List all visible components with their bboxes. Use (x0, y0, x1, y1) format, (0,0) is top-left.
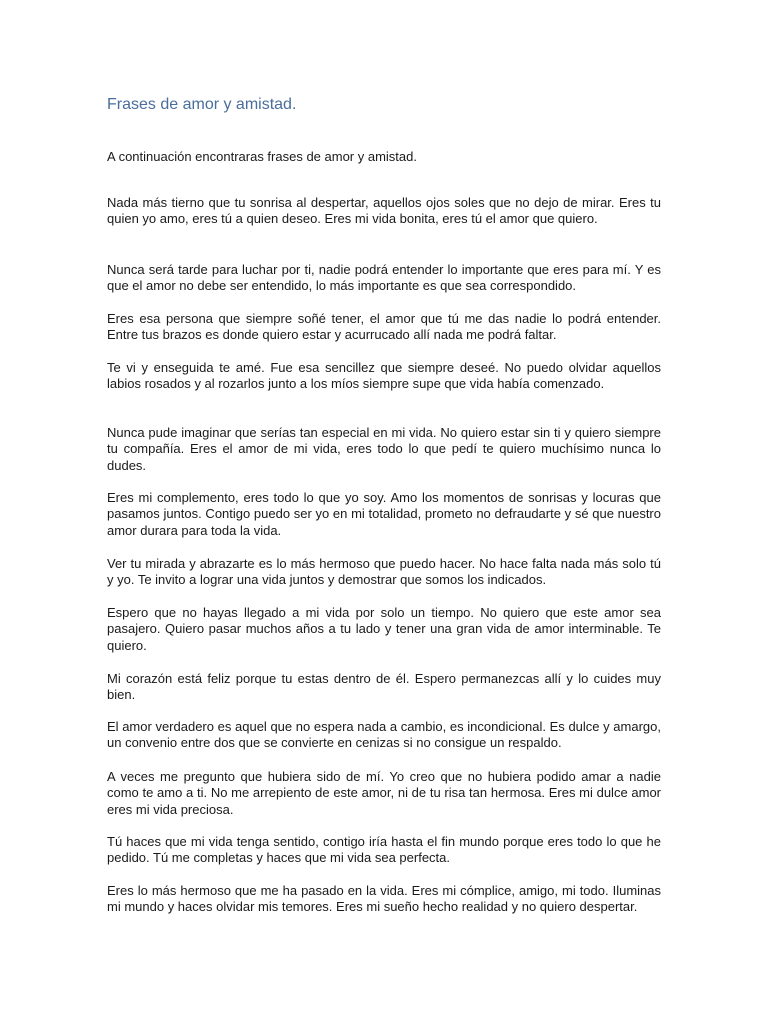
paragraph-2: Nunca será tarde para luchar por ti, nadie podrá entender lo importante que eres para mí. Y es que el amor no debe ser entendido, lo más importante es que sea correspondido. (107, 262, 661, 294)
paragraph-8: Espero que no hayas llegado a mi vida por solo un tiempo. No quiero que este amor sea pasajero. Quiero pasar muchos años a tu lado y tener una gran vida de amor interminable. Te quiero. (107, 605, 661, 653)
intro-paragraph: A continuación encontraras frases de amor y amistad. (107, 149, 417, 164)
paragraph-12: Tú haces que mi vida tenga sentido, contigo iría hasta el fin mundo porque eres todo lo que he pedido. Tú me completas y haces que mi vida sea perfecta. (107, 834, 661, 866)
paragraph-11: A veces me pregunto que hubiera sido de mí. Yo creo que no hubiera podido amar a nadie como te amo a ti. No me arrepiento de este amor, ni de tu risa tan hermosa. Eres mi dulce amor eres mi vida preciosa. (107, 769, 661, 817)
document-title: Frases de amor y amistad. (107, 96, 297, 113)
paragraph-1: Nada más tierno que tu sonrisa al despertar, aquellos ojos soles que no dejo de mirar. Eres tu quien yo amo, eres tú a quien deseo. Eres mi vida bonita, eres tú el amor que quiero. (107, 195, 661, 227)
paragraph-6: Eres mi complemento, eres todo lo que yo soy. Amo los momentos de sonrisas y locuras que pasamos juntos. Contigo puedo ser yo en mi totalidad, prometo no defraudarte y sé que nuestro amor durara para toda la vida. (107, 490, 661, 538)
paragraph-13: Eres lo más hermoso que me ha pasado en la vida. Eres mi cómplice, amigo, mi todo. Iluminas mi mundo y haces olvidar mis temores. Eres mi sueño hecho realidad y no quiero despertar. (107, 883, 661, 915)
paragraph-10: El amor verdadero es aquel que no espera nada a cambio, es incondicional. Es dulce y amargo, un convenio entre dos que se convierte en cenizas si no consigue un respaldo. (107, 719, 661, 751)
paragraph-7: Ver tu mirada y abrazarte es lo más hermoso que puedo hacer. No hace falta nada más solo tú y yo. Te invito a lograr una vida juntos y demostrar que somos los indicados. (107, 556, 661, 588)
paragraph-4: Te vi y enseguida te amé. Fue esa sencillez que siempre deseé. No puedo olvidar aquellos labios rosados y al rozarlos junto a los míos siempre supe que vida había comenzado. (107, 360, 661, 392)
paragraph-9: Mi corazón está feliz porque tu estas dentro de él. Espero permanezcas allí y lo cuides muy bien. (107, 671, 661, 703)
paragraph-3: Eres esa persona que siempre soñé tener, el amor que tú me das nadie lo podrá entender. Entre tus brazos es donde quiero estar y acurrucado allí nada me podrá faltar. (107, 311, 661, 343)
paragraph-5: Nunca pude imaginar que serías tan especial en mi vida. No quiero estar sin ti y quiero siempre tu compañía. Eres el amor de mi vida, eres todo lo que pedí te quiero muchísimo nunca lo dudes. (107, 425, 661, 473)
